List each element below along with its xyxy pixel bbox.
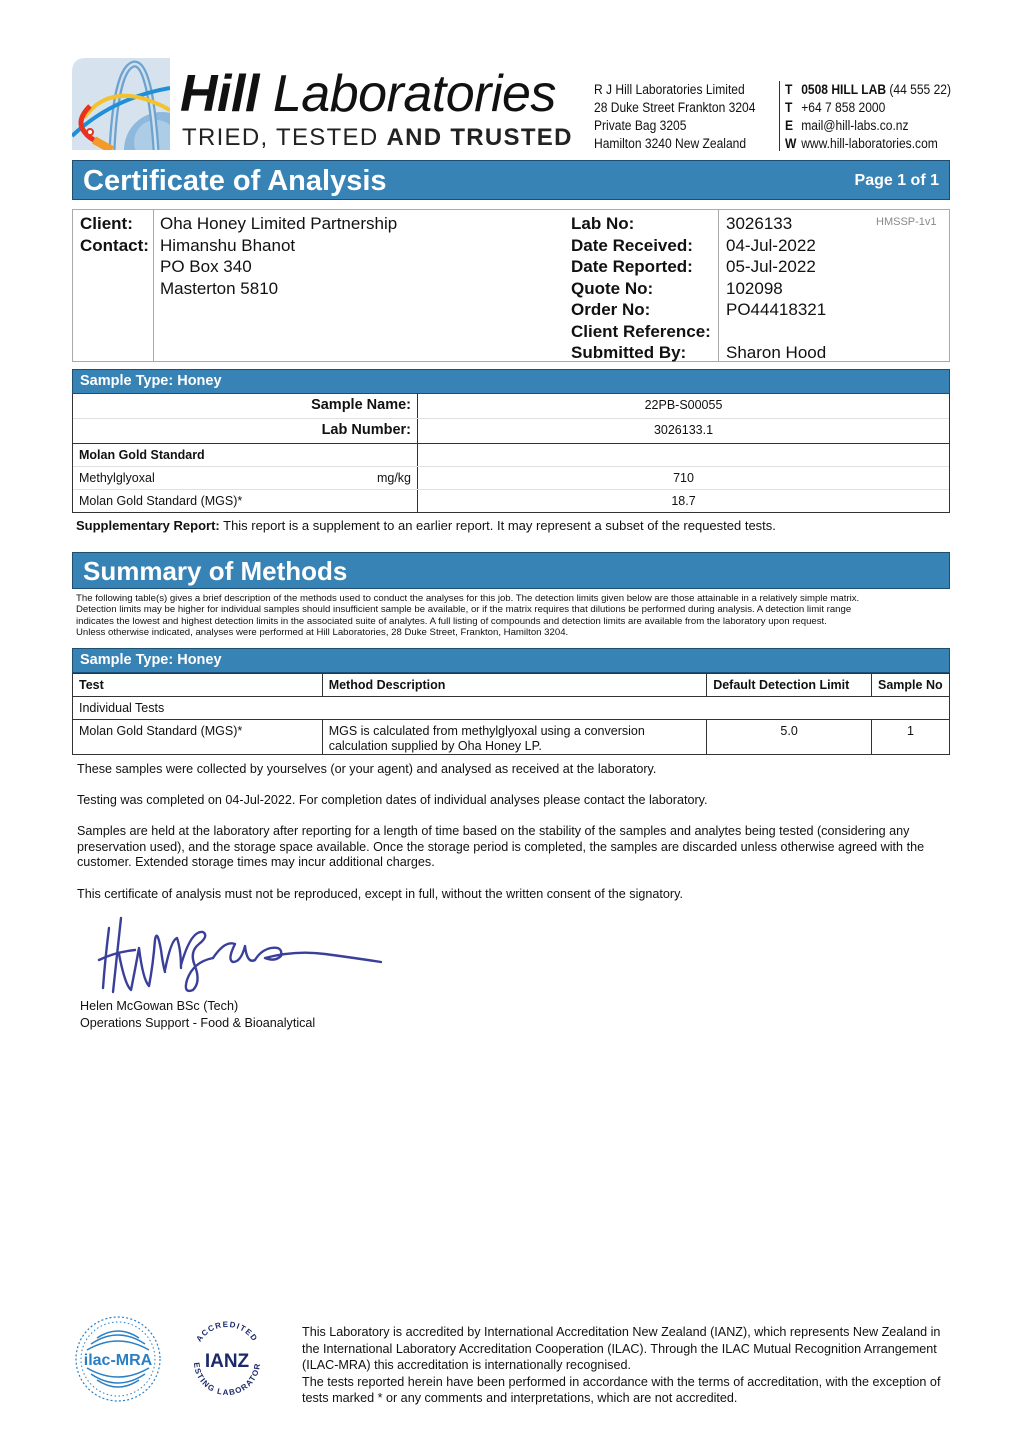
sample-name-label: Sample Name: — [311, 397, 411, 413]
lab-number-value: 3026133.1 — [653, 423, 714, 437]
methods-title: Summary of Methods — [83, 556, 348, 586]
brand-name — [180, 66, 556, 122]
ianz-logo-icon — [182, 1314, 272, 1404]
ilac-logo-text: ilac-MRA — [83, 1352, 153, 1369]
supplementary-note — [76, 518, 776, 533]
note-reproduction: This certificate of analysis must not be reproduced, except in full, without the written consent of the signatory. — [77, 887, 683, 901]
email-link[interactable]: mail@hill-labs.co.nz — [801, 118, 909, 133]
address-line: Hamilton 3240 New Zealand — [594, 136, 747, 151]
intro-line: indicates the lowest and highest detection limits in the associated suite of analytes. A full listing of compounds and detection limits are available from the laboratory upon request. — [76, 615, 827, 627]
brand-name-bold: Hill — [180, 65, 259, 123]
client-name: Oha Honey Limited Partnership — [160, 214, 398, 233]
test-name: Molan Gold Standard (MGS)* — [73, 720, 323, 755]
col-sample-no: Sample No — [872, 674, 950, 697]
company-contacts — [785, 81, 951, 153]
supplementary-label: Supplementary Report: — [76, 518, 220, 533]
methods-group-row — [73, 697, 950, 720]
freephone-digits: (44 555 22) — [886, 82, 952, 97]
client-labels — [80, 213, 149, 256]
submitted-by-value: Sharon Hood — [726, 343, 827, 362]
contact-label: Contact: — [80, 235, 149, 255]
note-sample-storage: Samples are held at the laboratory after reporting for a length of time based on the stability of the samples and analytes being tested (considering any preservation used), and the storage space available. Once the storage period is completed, the samples are discarded unless otherwise agreed with the customer. Extended storage times may incur additional charges. — [77, 824, 925, 869]
table-row — [73, 490, 949, 512]
methods-header-row — [73, 674, 950, 697]
intro-line: Unless otherwise indicated, analyses were performed at Hill Laboratories, 28 Duke Street, Frankton, Hamilton 3204. — [76, 627, 569, 639]
address-line: Private Bag 3205 — [594, 118, 687, 133]
methods-table — [72, 673, 950, 755]
analyte-unit: mg/kg — [376, 471, 411, 485]
date-reported-value: 05-Jul-2022 — [726, 257, 816, 276]
title-bar — [72, 160, 950, 200]
group-row — [73, 444, 949, 467]
col-method-description: Method Description — [322, 674, 707, 697]
accreditation-text: This Laboratory is accredited by International Accreditation New Zealand (IANZ), which represents New Zealand in the International Laboratory Accreditation Cooperation (ILAC). Through the ILAC Mutual Recognition Arrangement (ILAC-MRA) this accreditation is internationally recognised. — [302, 1325, 941, 1373]
svg-text:ACCREDITED — [194, 1320, 259, 1344]
analyte-name: Methylglyoxal — [79, 471, 155, 485]
methods-title-bar — [72, 552, 950, 589]
group-value — [418, 444, 949, 466]
contact-key: W — [785, 136, 797, 151]
sample-type-bar — [72, 369, 950, 394]
client-address-line: Masterton 5810 — [160, 278, 279, 298]
contact-web — [785, 135, 951, 153]
client-label: Client: — [80, 214, 133, 233]
address-line: 28 Duke Street Frankton 3204 — [594, 100, 756, 115]
sample-name-value: 22PB-S00055 — [644, 398, 723, 412]
results-table — [72, 394, 950, 513]
date-reported-label: Date Reported: — [571, 257, 693, 276]
sample-name-row — [73, 394, 949, 419]
page-title: Certificate of Analysis — [83, 165, 387, 197]
company-address — [594, 81, 755, 153]
col-test: Test — [73, 674, 323, 697]
method-description: MGS is calculated from methylglyoxal using a conversion calculation supplied by Oha Honey LP. — [322, 720, 707, 755]
col-detection-limit: Default Detection Limit — [707, 674, 872, 697]
detection-limit: 5.0 — [707, 720, 872, 755]
contact-name: Himanshu Bhanot — [160, 235, 296, 255]
lab-number-label: Lab Number: — [321, 422, 411, 438]
lab-info-labels — [571, 213, 711, 364]
address-line: R J Hill Laboratories Limited — [594, 82, 745, 97]
table-row — [73, 720, 950, 755]
client-address-line: PO Box 340 — [160, 257, 252, 276]
divider — [153, 209, 154, 362]
quote-no-value: 102098 — [726, 278, 783, 298]
sample-type-label: Sample Type: Honey — [80, 373, 222, 389]
client-reference-value — [726, 321, 826, 343]
tagline-light: TRIED, TESTED — [182, 124, 379, 151]
tagline-bold: AND TRUSTED — [386, 124, 573, 151]
lab-no-label: Lab No: — [571, 214, 635, 233]
submitted-by-label: Submitted By: — [571, 343, 687, 362]
lab-info-values — [726, 213, 826, 364]
ianz-arc-top: ACCREDITED — [194, 1319, 260, 1344]
contact-key: E — [785, 118, 794, 133]
ianz-arc-bottom: ESTING LABORATOR — [191, 1361, 263, 1398]
lab-number-row — [73, 419, 949, 444]
intro-line: The following table(s) gives a brief description of the methods used to conduct the analyses for this job. The detection limits given below are those attainable in a relatively simple matrix. — [76, 593, 860, 604]
intro-line: Detection limits may be higher for individual samples should insufficient sample be available, or if the matrix requires that dilutions be performed during analysis. A detection limit range — [76, 604, 852, 616]
contact-phone — [785, 99, 951, 117]
analyte-value: 18.7 — [671, 494, 696, 508]
methods-sample-type-bar — [72, 648, 950, 673]
note-testing-completed: Testing was completed on 04-Jul-2022. For completion dates of individual analyses please contact the laboratory. — [77, 793, 708, 807]
brand-tagline — [182, 124, 573, 152]
contact-key: T — [785, 82, 793, 97]
date-received-value: 04-Jul-2022 — [726, 235, 816, 255]
signatory-name: Helen McGowan BSc (Tech) — [80, 999, 239, 1013]
analyte-name: Molan Gold Standard (MGS)* — [79, 494, 243, 508]
contact-phone-freephone — [785, 81, 951, 99]
order-no-label: Order No: — [571, 300, 651, 319]
group-label: Molan Gold Standard — [79, 448, 205, 462]
group-label: Individual Tests — [73, 697, 950, 720]
ianz-logo-text: IANZ — [204, 1351, 250, 1372]
hill-labs-logo-icon — [72, 58, 170, 150]
website-link[interactable]: www.hill-laboratories.com — [801, 136, 938, 151]
signature-image — [95, 910, 385, 995]
divider — [779, 81, 780, 151]
page-number: Page 1 of 1 — [854, 172, 939, 189]
divider — [718, 209, 719, 362]
client-reference-label: Client Reference: — [571, 321, 711, 341]
report-code: HMSSP-1v1 — [876, 216, 937, 228]
analyte-value: 710 — [673, 471, 694, 485]
methods-sample-type-label: Sample Type: Honey — [80, 652, 222, 668]
supplementary-text: This report is a supplement to an earlier report. It may represent a subset of the requested tests. — [219, 518, 776, 533]
accreditation-statement — [302, 1324, 942, 1407]
phone-number: +64 7 858 2000 — [801, 100, 886, 115]
quote-no-label: Quote No: — [571, 278, 654, 298]
ilac-mra-logo-icon — [73, 1314, 163, 1404]
accreditation-text-2: The tests reported herein have been performed in accordance with the terms of accreditation, with the exception of tests marked * or any comments and interpretations, which are not accredited. — [302, 1374, 941, 1406]
contact-email — [785, 117, 951, 135]
signatory-role: Operations Support - Food & Bioanalytical — [80, 1016, 316, 1030]
client-values — [160, 213, 397, 299]
lab-no-value: 3026133 — [726, 214, 793, 233]
note-collection: These samples were collected by yourselves (or your agent) and analysed as received at the laboratory. — [77, 762, 657, 776]
sample-no: 1 — [872, 720, 950, 755]
table-row — [73, 467, 949, 490]
freephone-number: 0508 HILL LAB — [801, 82, 887, 97]
methods-intro — [76, 593, 956, 639]
contact-key: T — [785, 100, 793, 115]
date-received-label: Date Received: — [571, 235, 693, 255]
order-no-value: PO44418321 — [726, 300, 827, 319]
brand-name-rest: Laboratories — [272, 65, 556, 123]
